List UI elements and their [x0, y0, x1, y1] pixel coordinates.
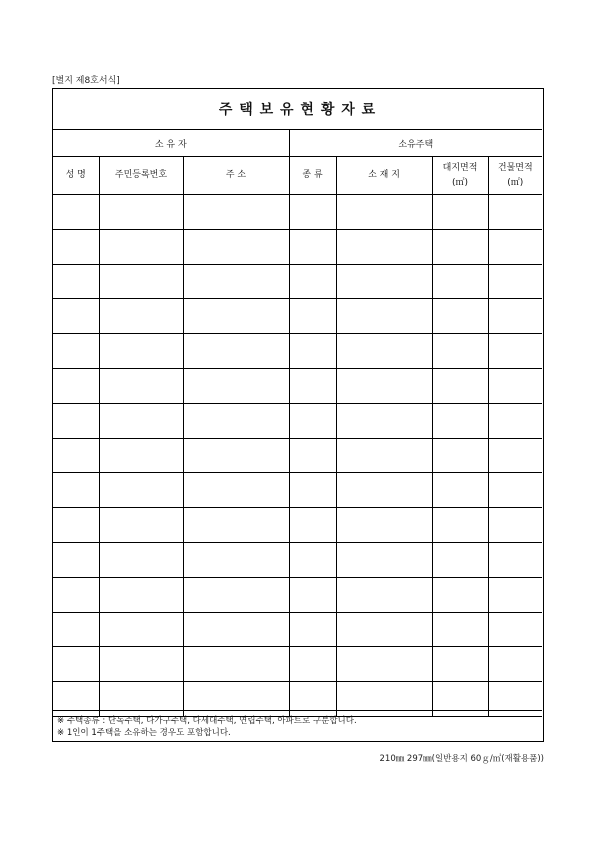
name-cell[interactable]	[53, 438, 99, 473]
address-cell[interactable]	[183, 647, 289, 682]
table-row	[53, 542, 542, 577]
name-cell[interactable]	[53, 195, 99, 230]
name-cell[interactable]	[53, 334, 99, 369]
name-cell[interactable]	[53, 542, 99, 577]
resident-number-cell[interactable]	[99, 438, 183, 473]
col-header-building-area	[488, 157, 542, 195]
building-area-cell[interactable]	[488, 403, 542, 438]
type-cell[interactable]	[289, 334, 336, 369]
resident-number-cell[interactable]	[99, 612, 183, 647]
address-cell[interactable]	[183, 577, 289, 612]
col-header-address: 주 소	[183, 157, 289, 195]
building-area-cell[interactable]	[488, 473, 542, 508]
name-cell[interactable]	[53, 264, 99, 299]
building-area-cell[interactable]	[488, 438, 542, 473]
col-header-building-area-unit: (㎡)	[507, 177, 524, 188]
note-house-types: ※ 주택종류 : 단독주택, 다가구주택, 다세대주택, 연립주택, 아파트로 구분합니다.	[57, 716, 357, 726]
resident-number-cell[interactable]	[99, 368, 183, 403]
resident-number-cell[interactable]	[99, 473, 183, 508]
land-area-cell[interactable]	[432, 299, 488, 334]
type-cell[interactable]	[289, 542, 336, 577]
land-area-cell[interactable]	[432, 508, 488, 543]
type-cell[interactable]	[289, 264, 336, 299]
col-header-name: 성 명	[53, 157, 99, 195]
col-header-location: 소 재 지	[336, 157, 432, 195]
address-cell[interactable]	[183, 403, 289, 438]
name-cell[interactable]	[53, 299, 99, 334]
table-row	[53, 577, 542, 612]
location-cell[interactable]	[336, 508, 432, 543]
land-area-cell[interactable]	[432, 438, 488, 473]
location-cell[interactable]	[336, 647, 432, 682]
table-row	[53, 229, 542, 264]
building-area-cell[interactable]	[488, 264, 542, 299]
name-cell[interactable]	[53, 403, 99, 438]
land-area-cell[interactable]	[432, 368, 488, 403]
location-cell[interactable]	[336, 612, 432, 647]
col-header-building-area-label: 건물면적	[497, 162, 533, 173]
land-area-cell[interactable]	[432, 542, 488, 577]
location-cell[interactable]	[336, 473, 432, 508]
resident-number-cell[interactable]	[99, 647, 183, 682]
name-cell[interactable]	[53, 368, 99, 403]
location-cell[interactable]	[336, 299, 432, 334]
building-area-cell[interactable]	[488, 334, 542, 369]
col-header-land-area	[432, 157, 488, 195]
address-cell[interactable]	[183, 473, 289, 508]
location-cell[interactable]	[336, 403, 432, 438]
table-row	[53, 334, 542, 369]
land-area-cell[interactable]	[432, 264, 488, 299]
land-area-cell[interactable]	[432, 473, 488, 508]
land-area-cell[interactable]	[432, 403, 488, 438]
building-area-cell[interactable]	[488, 612, 542, 647]
type-cell[interactable]	[289, 299, 336, 334]
building-area-cell[interactable]	[488, 542, 542, 577]
building-area-cell[interactable]	[488, 647, 542, 682]
group-header-owner: 소 유 자	[53, 130, 289, 157]
building-area-cell[interactable]	[488, 195, 542, 230]
location-cell[interactable]	[336, 195, 432, 230]
table-row	[53, 368, 542, 403]
table-row	[53, 264, 542, 299]
col-header-land-area-label: 대지면적	[442, 162, 478, 173]
location-cell[interactable]	[336, 438, 432, 473]
type-cell[interactable]	[289, 438, 336, 473]
resident-number-cell[interactable]	[99, 264, 183, 299]
resident-number-cell[interactable]	[99, 334, 183, 369]
location-cell[interactable]	[336, 577, 432, 612]
address-cell[interactable]	[183, 299, 289, 334]
table-row	[53, 647, 542, 682]
type-cell[interactable]	[289, 508, 336, 543]
building-area-cell[interactable]	[488, 299, 542, 334]
table-row	[53, 438, 542, 473]
col-header-type: 종 류	[289, 157, 336, 195]
location-cell[interactable]	[336, 334, 432, 369]
resident-number-cell[interactable]	[99, 577, 183, 612]
land-area-cell[interactable]	[432, 334, 488, 369]
type-cell[interactable]	[289, 368, 336, 403]
address-cell[interactable]	[183, 368, 289, 403]
location-cell[interactable]	[336, 229, 432, 264]
address-cell[interactable]	[183, 438, 289, 473]
land-area-cell[interactable]	[432, 647, 488, 682]
building-area-cell[interactable]	[488, 368, 542, 403]
building-area-cell[interactable]	[488, 508, 542, 543]
address-cell[interactable]	[183, 264, 289, 299]
type-cell[interactable]	[289, 195, 336, 230]
table-row	[53, 403, 542, 438]
resident-number-cell[interactable]	[99, 403, 183, 438]
resident-number-cell[interactable]	[99, 195, 183, 230]
form-title: 주 택 보 유 현 황 자 료	[53, 89, 542, 130]
table-row	[53, 612, 542, 647]
type-cell[interactable]	[289, 577, 336, 612]
land-area-cell[interactable]	[432, 229, 488, 264]
land-area-cell[interactable]	[432, 612, 488, 647]
address-cell[interactable]	[183, 542, 289, 577]
building-area-cell[interactable]	[488, 229, 542, 264]
name-cell[interactable]	[53, 508, 99, 543]
table-row	[53, 299, 542, 334]
resident-number-cell[interactable]	[99, 508, 183, 543]
building-area-cell[interactable]	[488, 577, 542, 612]
type-cell[interactable]	[289, 647, 336, 682]
note-single-house: ※ 1인이 1주택을 소유하는 경우도 포함합니다.	[57, 728, 231, 738]
location-cell[interactable]	[336, 542, 432, 577]
table-row	[53, 195, 542, 230]
name-cell[interactable]	[53, 229, 99, 264]
paper-spec: 210㎜ 297㎜(일반용지 60ｇ/㎡(재활용품))	[379, 754, 544, 764]
col-header-land-area-unit: (㎡)	[452, 177, 469, 188]
form-frame	[52, 88, 544, 742]
resident-number-cell[interactable]	[99, 229, 183, 264]
col-header-resident-number: 주민등록번호	[99, 157, 183, 195]
name-cell[interactable]	[53, 473, 99, 508]
address-cell[interactable]	[183, 195, 289, 230]
table-row	[53, 473, 542, 508]
address-cell[interactable]	[183, 612, 289, 647]
resident-number-cell[interactable]	[99, 542, 183, 577]
form-label: [별지 제8호서식]	[52, 76, 120, 86]
type-cell[interactable]	[289, 612, 336, 647]
name-cell[interactable]	[53, 612, 99, 647]
type-cell[interactable]	[289, 473, 336, 508]
name-cell[interactable]	[53, 647, 99, 682]
address-cell[interactable]	[183, 508, 289, 543]
location-cell[interactable]	[336, 264, 432, 299]
land-area-cell[interactable]	[432, 577, 488, 612]
land-area-cell[interactable]	[432, 195, 488, 230]
address-cell[interactable]	[183, 334, 289, 369]
type-cell[interactable]	[289, 403, 336, 438]
location-cell[interactable]	[336, 368, 432, 403]
holdings-table	[53, 130, 542, 717]
table-row	[53, 508, 542, 543]
address-cell[interactable]	[183, 229, 289, 264]
notes	[53, 710, 542, 740]
name-cell[interactable]	[53, 577, 99, 612]
group-header-house: 소유주택	[289, 130, 542, 157]
resident-number-cell[interactable]	[99, 299, 183, 334]
table-body	[53, 195, 542, 717]
type-cell[interactable]	[289, 229, 336, 264]
